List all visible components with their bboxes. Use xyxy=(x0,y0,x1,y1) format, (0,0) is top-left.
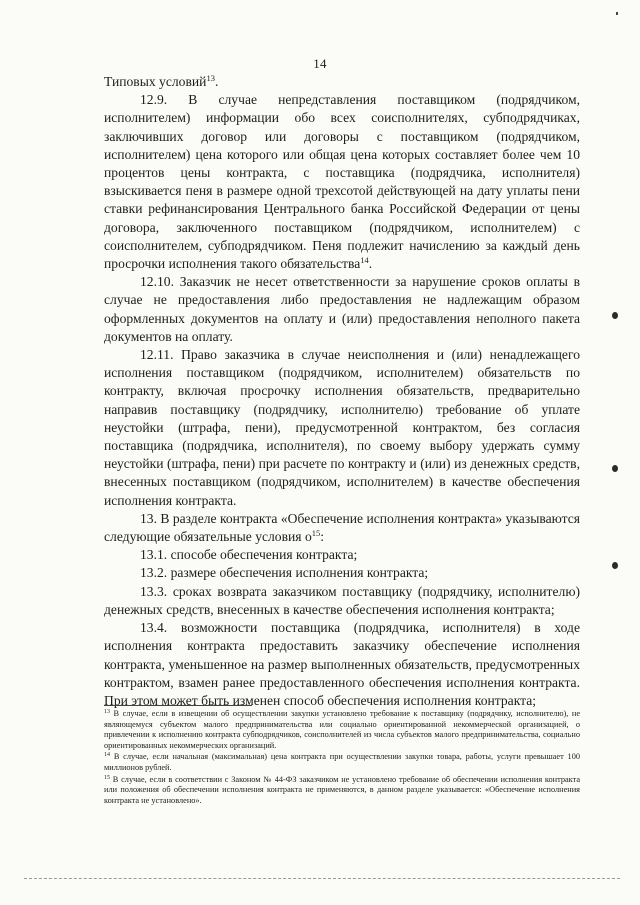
footnote-13 xyxy=(104,709,580,751)
paragraph-text: 12.10. Заказчик не несет ответственности за нарушение сроков оплаты в случае не предоставления либо предоставления не надлежащим образом оформленных документов на оплату и (или) предоставления неполного пакета документов на оплату. xyxy=(104,274,580,344)
body-text xyxy=(104,73,580,710)
clause-13-3 xyxy=(104,583,580,619)
clause-13-4 xyxy=(104,619,580,710)
page-number: 14 xyxy=(313,56,327,71)
paragraph-punct: . xyxy=(214,74,219,89)
footnote-ref: 14 xyxy=(360,254,369,265)
footnote-number: 15 xyxy=(104,774,110,781)
footnote-15 xyxy=(104,775,580,807)
footnote-number: 13 xyxy=(104,709,110,715)
clause-13 xyxy=(104,510,580,546)
footnote-ref: 15 xyxy=(311,527,321,538)
footnote-14 xyxy=(104,752,580,773)
footnote-separator xyxy=(104,705,252,706)
paragraph-text: 12.9. В случае непредставления поставщиком (подрядчиком, исполнителем) информации обо всех соисполнителях, субподрядчиках, заключивших договор или договоры с поставщиком (подрядчиком, исполнителем) цена которого или общая цена которых составляет более чем 10 процентов цены контракта, с поставщика (подрядчика, исполнителя) взыскивается пеня в размере одной трехсотой действующей на дату уплаты пени ставки рефинансирования Центрального банка Российской Федерации от цены договора, заключенного поставщиком (подрядчиком, исполнителем) с соисполнителем, субподрядчиком. Пеня подлежит начислению за каждый день просрочки исполнения такого обязательства xyxy=(104,92,580,272)
footnote-text: В случае, если начальная (максимальная) цена контракта при осуществлении закупки товара, работы, услуги превышает 100 миллионов рублей. xyxy=(104,752,580,772)
scan-mark-dot xyxy=(612,465,618,472)
scan-mark-corner xyxy=(616,12,618,15)
scan-edge-line xyxy=(24,878,620,879)
clause-13-1 xyxy=(104,546,580,564)
paragraph-punct: . xyxy=(368,256,373,272)
paragraph-punct: : xyxy=(320,529,325,545)
paragraph-text: Типовых условий xyxy=(104,74,207,89)
paragraph-text: 13.1. способе обеспечения контракта; xyxy=(140,547,358,563)
paragraph-text: 13. В разделе контракта «Обеспечение исполнения контракта» указываются следующие обязательные условия о xyxy=(104,510,580,545)
scan-mark-dot xyxy=(612,312,618,319)
scan-mark-dot xyxy=(612,562,618,569)
paragraph-text: 13.2. размере обеспечения исполнения контракта; xyxy=(140,565,429,581)
clause-12-10 xyxy=(104,273,580,346)
footnote-text: В случае, если в соответствии с Законом № 44-ФЗ заказчиком не установлено требование об обеспечении исполнения контракта или положения об обеспечении исполнения контракта не применяются, в данном разделе указывается: «Обеспечение исполнения контракта не установлено». xyxy=(104,774,581,805)
clause-12-9 xyxy=(104,91,580,273)
paragraph-text: 13.4. возможности поставщика (подрядчика, исполнителя) в ходе исполнения контракта предоставить заказчику обеспечение исполнения контракта, уменьшенное на размер выполненных обязательств, предусмотренных контрактом, взамен ранее предоставленного обеспечения исполнения контракта. При этом может быть изменен способ обеспечения исполнения контракта; xyxy=(104,620,580,708)
footnote-text: В случае, если в извещении об осуществлении закупки установлено требование к поставщику (подрядчику, исполнителю), не являющемуся субъектом малого предпринимательства или социально ориентированной некоммерческой организацией, о привлечении к исполнению контракта субподрядчиков, соисполнителей из числа субъектов малого предпринимательства, социально ориентированных некоммерческих организаций. xyxy=(104,709,581,750)
footnotes xyxy=(104,709,580,807)
clause-13-2 xyxy=(104,564,580,582)
paragraph-continuation xyxy=(104,73,580,91)
clause-12-11 xyxy=(104,346,580,510)
footnote-number: 14 xyxy=(104,752,110,759)
paragraph-text: 13.3. сроках возврата заказчиком поставщику (подрядчику, исполнителю) денежных средств, внесенных в качестве обеспечения исполнения контракта; xyxy=(104,583,580,617)
footnote-ref: 13 xyxy=(206,72,215,83)
paragraph-text: 12.11. Право заказчика в случае неисполнения и (или) ненадлежащего исполнения поставщиком (подрядчиком, исполнителем) обязательств по контракту, включая просрочку исполнения обязательств, предварительно направив поставщику (подрядчику, исполнителю) требование об уплате неустойки (штрафа, пени), предусмотренной контрактом, без согласия поставщика (подрядчика, исполнителя), по своему выбору удержать сумму неустойки (штрафа, пени) при расчете по контракту и (или) из денежных средств, внесенных поставщиком (подрядчиком, исполнителем) в качестве обеспечения исполнения контракта. xyxy=(104,347,580,508)
